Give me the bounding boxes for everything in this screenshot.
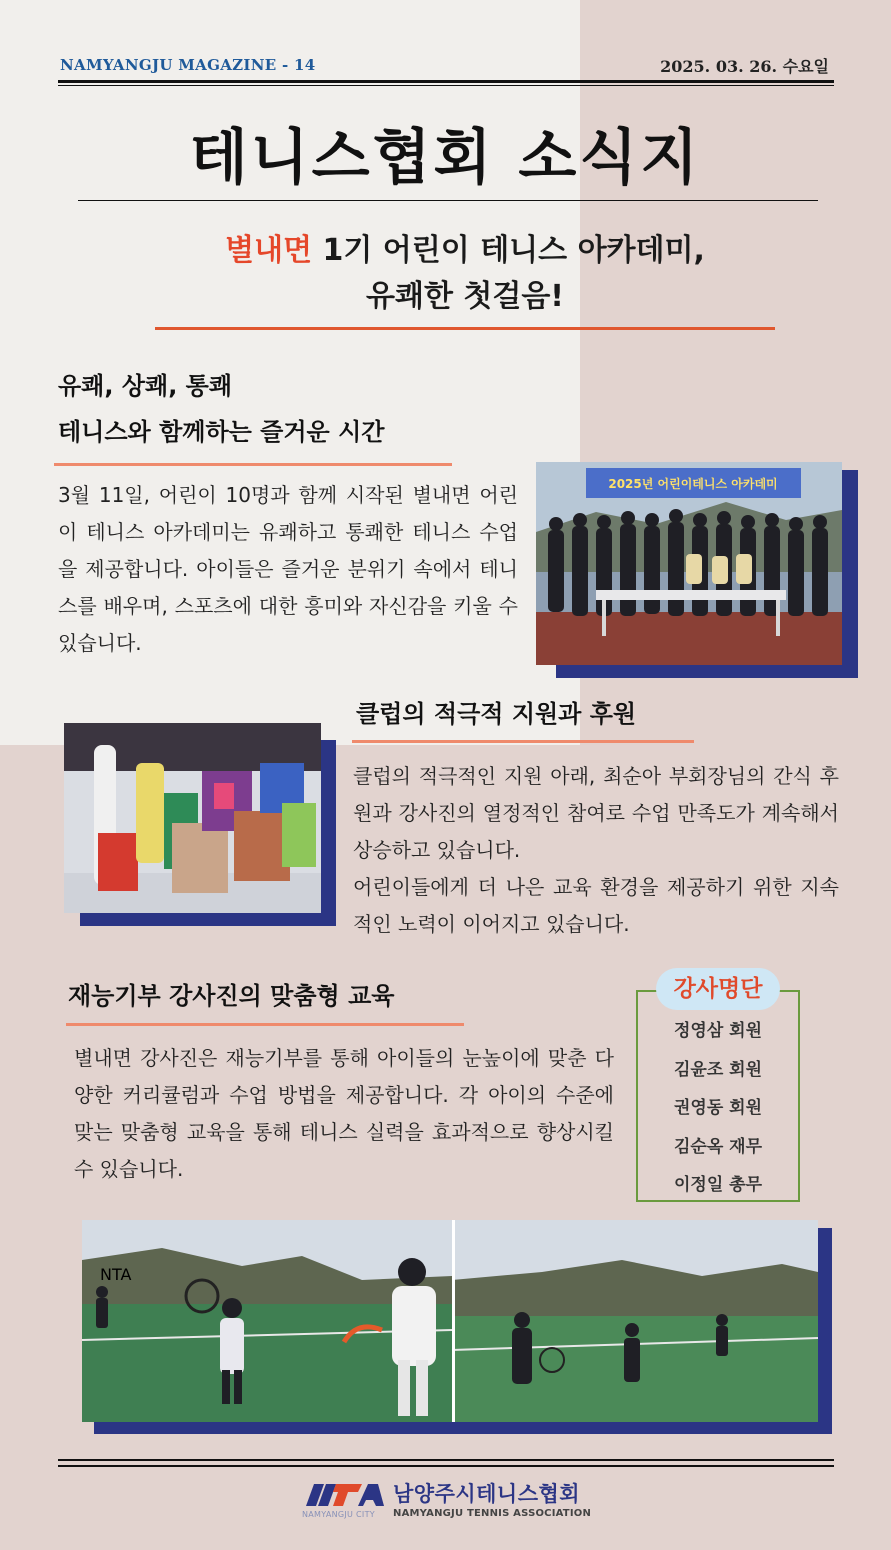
section1-underline — [54, 463, 452, 466]
headline — [150, 228, 780, 320]
title-divider — [78, 200, 818, 201]
section2-title: 클럽의 적극적 지원과 후원 — [356, 700, 637, 728]
section2-body — [353, 758, 839, 943]
footer-org-kr: 남양주시테니스협회 — [393, 1482, 581, 1506]
headline-line2: 유쾌한 첫걸음! — [365, 279, 564, 314]
headline-accent: 별내면 — [225, 233, 313, 268]
nta-logo-icon — [100, 1265, 384, 1508]
section2-body-para2: 어린이들에게 더 나은 교육 환경을 제공하기 위한 지속적인 노력이 이어지고 있습니다. — [353, 875, 839, 936]
section2-body-para1: 클럽의 적극적인 지원 아래, 최순아 부회장님의 간식 후원과 강사진의 열정적인 참여로 수업 만족도가 계속해서 상승하고 있습니다. — [353, 764, 839, 862]
staff-member: 권영동 회원 — [673, 1098, 763, 1118]
section2-underline — [352, 740, 694, 743]
staff-member: 정영삼 회원 — [673, 1021, 763, 1041]
footer-rule — [58, 1459, 834, 1461]
footer-rule-2 — [58, 1465, 834, 1467]
section1-title-line2: 테니스와 함께하는 즐거운 시간 — [58, 418, 385, 446]
page-title: 테니스협회 소식지 — [189, 123, 702, 193]
staff-member: 이정일 총무 — [673, 1175, 763, 1195]
court-photo — [82, 1220, 818, 1422]
magazine-label: NAMYANGJU MAGAZINE - 14 — [60, 56, 316, 74]
footer-org-en: NAMYANGJU TENNIS ASSOCIATION — [393, 1508, 592, 1519]
group-photo — [536, 462, 842, 665]
section3-title: 재능기부 강사진의 맞춤형 교육 — [68, 982, 395, 1010]
logo-letters: NTA — [100, 1265, 132, 1284]
section3-body: 별내면 강사진은 재능기부를 통해 아이들의 눈높이에 맞춘 다양한 커리큘럼과 수업 방법을 제공합니다. 각 아이의 수준에 맞는 맞춤형 교육을 통해 테니스 실력을 효과적으로 향상시킬 수 있습니다. — [74, 1046, 614, 1181]
section1-body: 3월 11일, 어린이 10명과 함께 시작된 별내면 어린이 테니스 아카데미는 유쾌하고 통쾌한 테니스 수업을 제공합니다. 아이들은 즐거운 분위기 속에서 테니스를 배우며, 스포츠에 대한 흥미와 자신감을 키울 수 있습니다. — [58, 483, 518, 655]
section1-title-line1: 유쾌, 상쾌, 통쾌 — [58, 372, 233, 400]
staff-member: 김순옥 재무 — [673, 1136, 763, 1157]
banner-text: 2025년 어린이테니스 아카데미 — [608, 477, 778, 491]
footer-city: NAMYANGJU CITY — [302, 1510, 375, 1519]
header-rule — [58, 80, 834, 83]
issue-date: 2025. 03. 26. 수요일 — [660, 57, 829, 76]
staff-title: 강사명단 — [656, 968, 780, 1010]
staff-list — [636, 1012, 800, 1205]
staff-member: 김윤조 회원 — [673, 1059, 763, 1080]
headline-line1: 1기 어린이 테니스 아카데미, — [312, 233, 705, 268]
headline-underline — [155, 327, 775, 330]
header-rule-thin — [58, 85, 834, 86]
section3-underline — [66, 1023, 464, 1026]
snack-photo — [64, 723, 321, 913]
